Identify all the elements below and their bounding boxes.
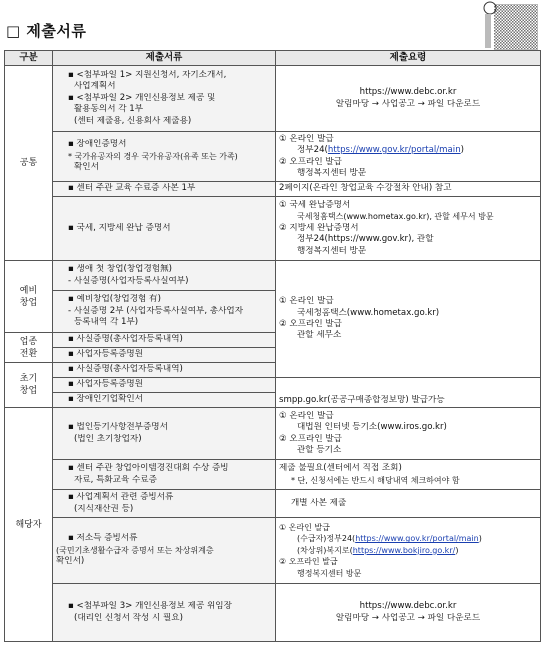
doc-cell: ▪ 센터 주관 교육 수료증 사본 1부 xyxy=(53,182,276,197)
document-title: □ 제출서류 xyxy=(6,22,87,40)
doc-cell: ▪ 사업자등록증명원 xyxy=(53,348,276,363)
table-row xyxy=(5,584,541,642)
doc-cell: ▪ 장애인증명서 * 국가유공자의 경우 국가유공자(유족 또는 가족) 확인서 xyxy=(53,132,276,182)
table-row xyxy=(5,261,541,291)
doc-cell: ▪ 사업자등록증명원 xyxy=(53,378,276,393)
table-row xyxy=(5,182,541,197)
req-cell-shared: ① 온라인 발급 국세청홈택스(www.hometax.go.kr) ② 오프라인 발급 관할 세무소 xyxy=(276,261,541,378)
table-row xyxy=(5,518,541,584)
documents-table xyxy=(4,50,541,642)
table-row xyxy=(5,132,541,182)
doc-cell: ▪ <첨부파일 3> 개인신용정보 제공 위임장 (대리인 신청서 작성 시 필요) xyxy=(53,584,276,642)
table-row xyxy=(5,378,541,393)
table-row xyxy=(5,197,541,261)
req-cell: ① 국세 완납증명서 국세청홈택스(www.hometax.go.kr), 관할 세무서 방문 ② 지방세 완납증명서 정부24(https://www.gov.kr), 관할 행정복지센터 방문 xyxy=(276,197,541,261)
doc-cell: ▪ 생애 첫 창업(창업경험無) - 사실증명(사업자등록사실여부) xyxy=(53,261,276,291)
category-convert: 업종 전환 xyxy=(5,333,53,363)
doc-cell: ▪ 예비창업(창업경험 有) - 사실증명 2부 (사업자등록사실여부, 총사업자 등록내역 각 1부) xyxy=(53,291,276,333)
header-requirements: 제출요령 xyxy=(276,51,541,66)
doc-cell: ▪ 저소득 증빙서류 (국민기초생활수급자 증명서 또는 차상위계층 확인서) xyxy=(53,518,276,584)
req-cell: 개별 사본 제출 xyxy=(276,490,541,518)
gov24-link[interactable]: https://www.gov.kr/portal/main xyxy=(327,145,461,156)
req-cell: https://www.debc.or.kr 알림마당 → 사업공고 → 파일 다운로드 xyxy=(276,584,541,642)
doc-cell: ▪ 센터 주관 창업아이템경진대회 수상 증빙 자료, 특화교육 수료증 xyxy=(53,460,276,490)
category-applicable: 해당자 xyxy=(5,408,53,642)
gov24-link[interactable]: https://www.gov.kr/portal/main xyxy=(355,534,479,544)
category-early: 초기 창업 xyxy=(5,363,53,408)
header-documents: 제출서류 xyxy=(53,51,276,66)
doc-cell: ▪ 국세, 지방세 완납 증명서 xyxy=(53,197,276,261)
table-header-row xyxy=(5,51,541,66)
req-cell: 2페이지(온라인 창업교육 수강절차 안내) 참고 xyxy=(276,182,541,197)
table-row xyxy=(5,490,541,518)
category-prelim: 예비 창업 xyxy=(5,261,53,333)
req-cell: https://www.debc.or.kr 알림마당 → 사업공고 → 파일 다운로드 xyxy=(276,66,541,132)
bokjiro-link[interactable]: https://www.bokjiro.go.kr/ xyxy=(352,545,456,555)
doc-cell: ▪ 법인등기사항전부증명서 (법인 초기창업자) xyxy=(53,408,276,460)
logo-stamp xyxy=(482,0,540,52)
req-cell: 제출 불필요(센터에서 직접 조회) * 단, 신청서에는 반드시 해당내역 체크하여야 함 xyxy=(276,460,541,490)
table-row xyxy=(5,460,541,490)
doc-cell: ▪ 사실증명(총사업자등록내역) xyxy=(53,333,276,348)
doc-cell: ▪ 장애인기업확인서 xyxy=(53,393,276,408)
req-cell: ① 온라인 발급 (수급자)정부24(https://www.gov.kr/portal/main) (차상위)복지로(https://www.bokjiro.go.kr/) ② 오프라인 발급 행정복지센터 방문 xyxy=(276,518,541,584)
table-row xyxy=(5,66,541,132)
category-common: 공통 xyxy=(5,66,53,261)
doc-cell: ▪ <첨부파일 1> 지원신청서, 자기소개서, 사업계획서 ▪ <첨부파일 2> 개인신용정보 제공 및 활용동의서 각 1부 (센터 제출용, 신용회사 제출용) xyxy=(53,66,276,132)
header-category: 구분 xyxy=(5,51,53,66)
req-cell: smpp.go.kr(공공구매종합정보망) 발급가능 xyxy=(276,378,541,408)
req-cell: ① 온라인 발급 대법원 인터넷 등기소(www.iros.go.kr) ② 오프라인 발급 관할 등기소 xyxy=(276,408,541,460)
table-row xyxy=(5,408,541,460)
doc-cell: ▪ 사실증명(총사업자등록내역) xyxy=(53,363,276,378)
req-cell: ① 온라인 발급 정부24(https://www.gov.kr/portal/main) ② 오프라인 발급 행정복지센터 방문 xyxy=(276,132,541,182)
doc-cell: ▪ 사업계획서 관련 증빙서류 (지식재산권 등) xyxy=(53,490,276,518)
